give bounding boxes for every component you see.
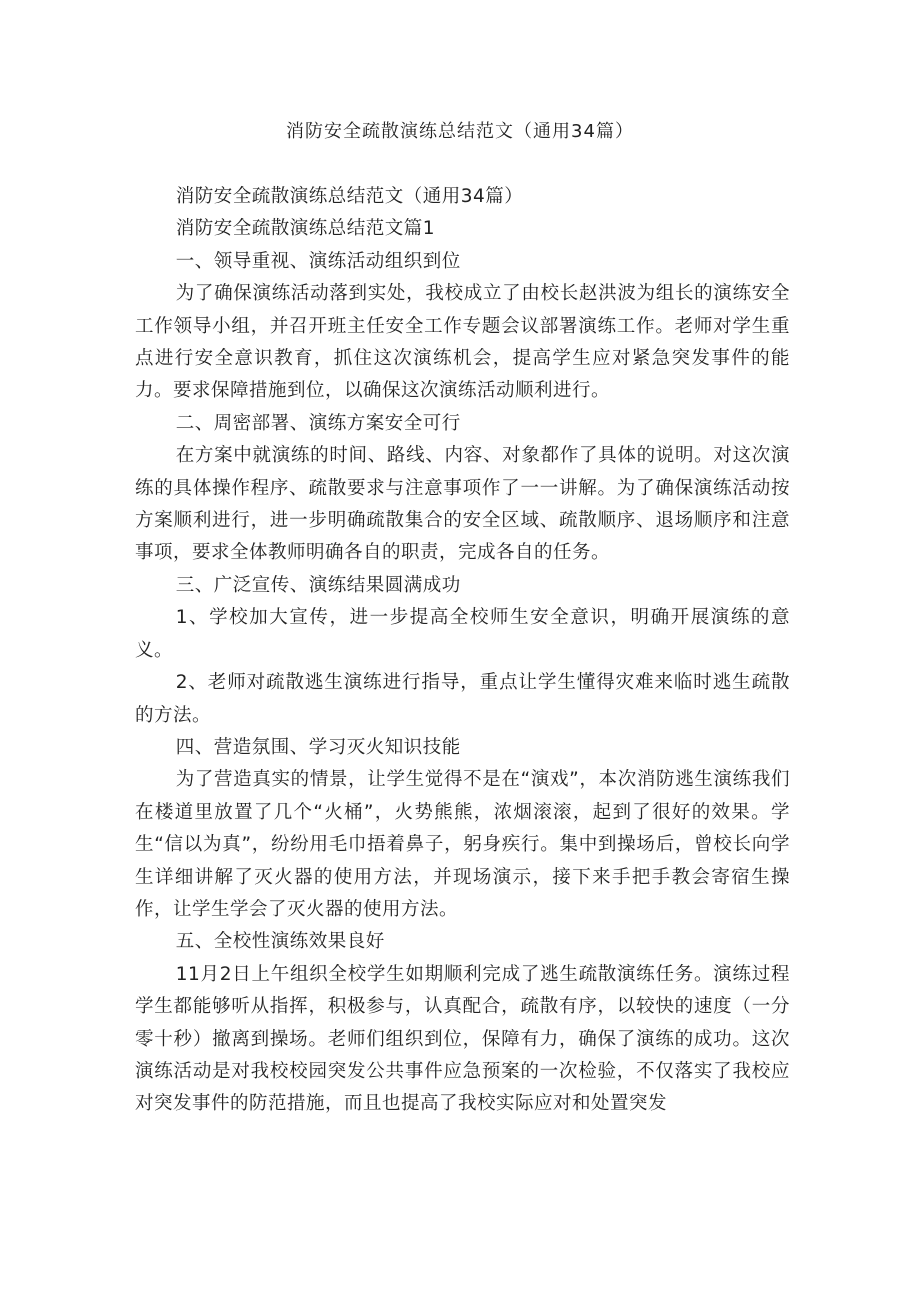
subtitle-paragraph: 消防安全疏散演练总结范文（通用34篇）	[175, 186, 524, 207]
list-item: 1、学校加大宣传，进一步提高全校师生安全意识，明确开展演练的意义。	[135, 607, 790, 661]
document-title: 消防安全疏散演练总结范文（通用34篇）	[286, 121, 634, 142]
section-heading-3: 三、广泛宣传、演练结果圆满成功	[175, 574, 461, 596]
body-paragraph: 11月2日上午组织全校学生如期顺利完成了逃生疏散演练任务。演练过程学生都能够听从指挥，积极参与，认真配合，疏散有序，以较快的速度（一分零十秒）撤离到操场。老师们组织到位，保障有力，确保了演练的成功。这次演练活动是对我校校园突发公共事件应急预案的一次检验，不仅落实了我校应对突发事件的防范措施，而且也提高了我校实际应对和处置突发	[135, 963, 790, 1115]
document-body	[135, 181, 790, 1121]
body-paragraph: 在方案中就演练的时间、路线、内容、对象都作了具体的说明。对这次演练的具体操作程序、疏散要求与注意事项作了一一讲解。为了确保演练活动按方案顺利进行，进一步明确疏散集合的安全区域、疏散顺序、退场顺序和注意事项，要求全体教师明确各自的职责，完成各自的任务。	[135, 445, 790, 564]
section-heading-4: 四、营造氛围、学习灭火知识技能	[175, 736, 461, 758]
list-item: 2、老师对疏散逃生演练进行指导，重点让学生懂得灾难来临时逃生疏散的方法。	[135, 672, 790, 726]
body-paragraph: 为了确保演练活动落到实处，我校成立了由校长赵洪波为组长的演练安全工作领导小组，并召开班主任安全工作专题会议部署演练工作。老师对学生重点进行安全意识教育，抓住这次演练机会，提高学生应对紧急突发事件的能力。要求保障措施到位，以确保这次演练活动顺利进行。	[135, 283, 790, 402]
body-paragraph: 为了营造真实的情景，让学生觉得不是在“演戏”，本次消防逃生演练我们在楼道里放置了几个“火桶”，火势熊熊，浓烟滚滚，起到了很好的效果。学生“信以为真”，纷纷用毛巾捂着鼻子，躬身疾行。集中到操场后，曾校长向学生详细讲解了灭火器的使用方法，并现场演示，接下来手把手教会寄宿生操作，让学生学会了灭火器的使用方法。	[135, 769, 790, 920]
section-heading-5: 五、全校性演练效果良好	[175, 931, 385, 953]
section-heading-2: 二、周密部署、演练方案安全可行	[175, 412, 461, 434]
section-heading-1: 一、领导重视、演练活动组织到位	[175, 250, 461, 272]
article-heading: 消防安全疏散演练总结范文篇1	[175, 218, 435, 240]
